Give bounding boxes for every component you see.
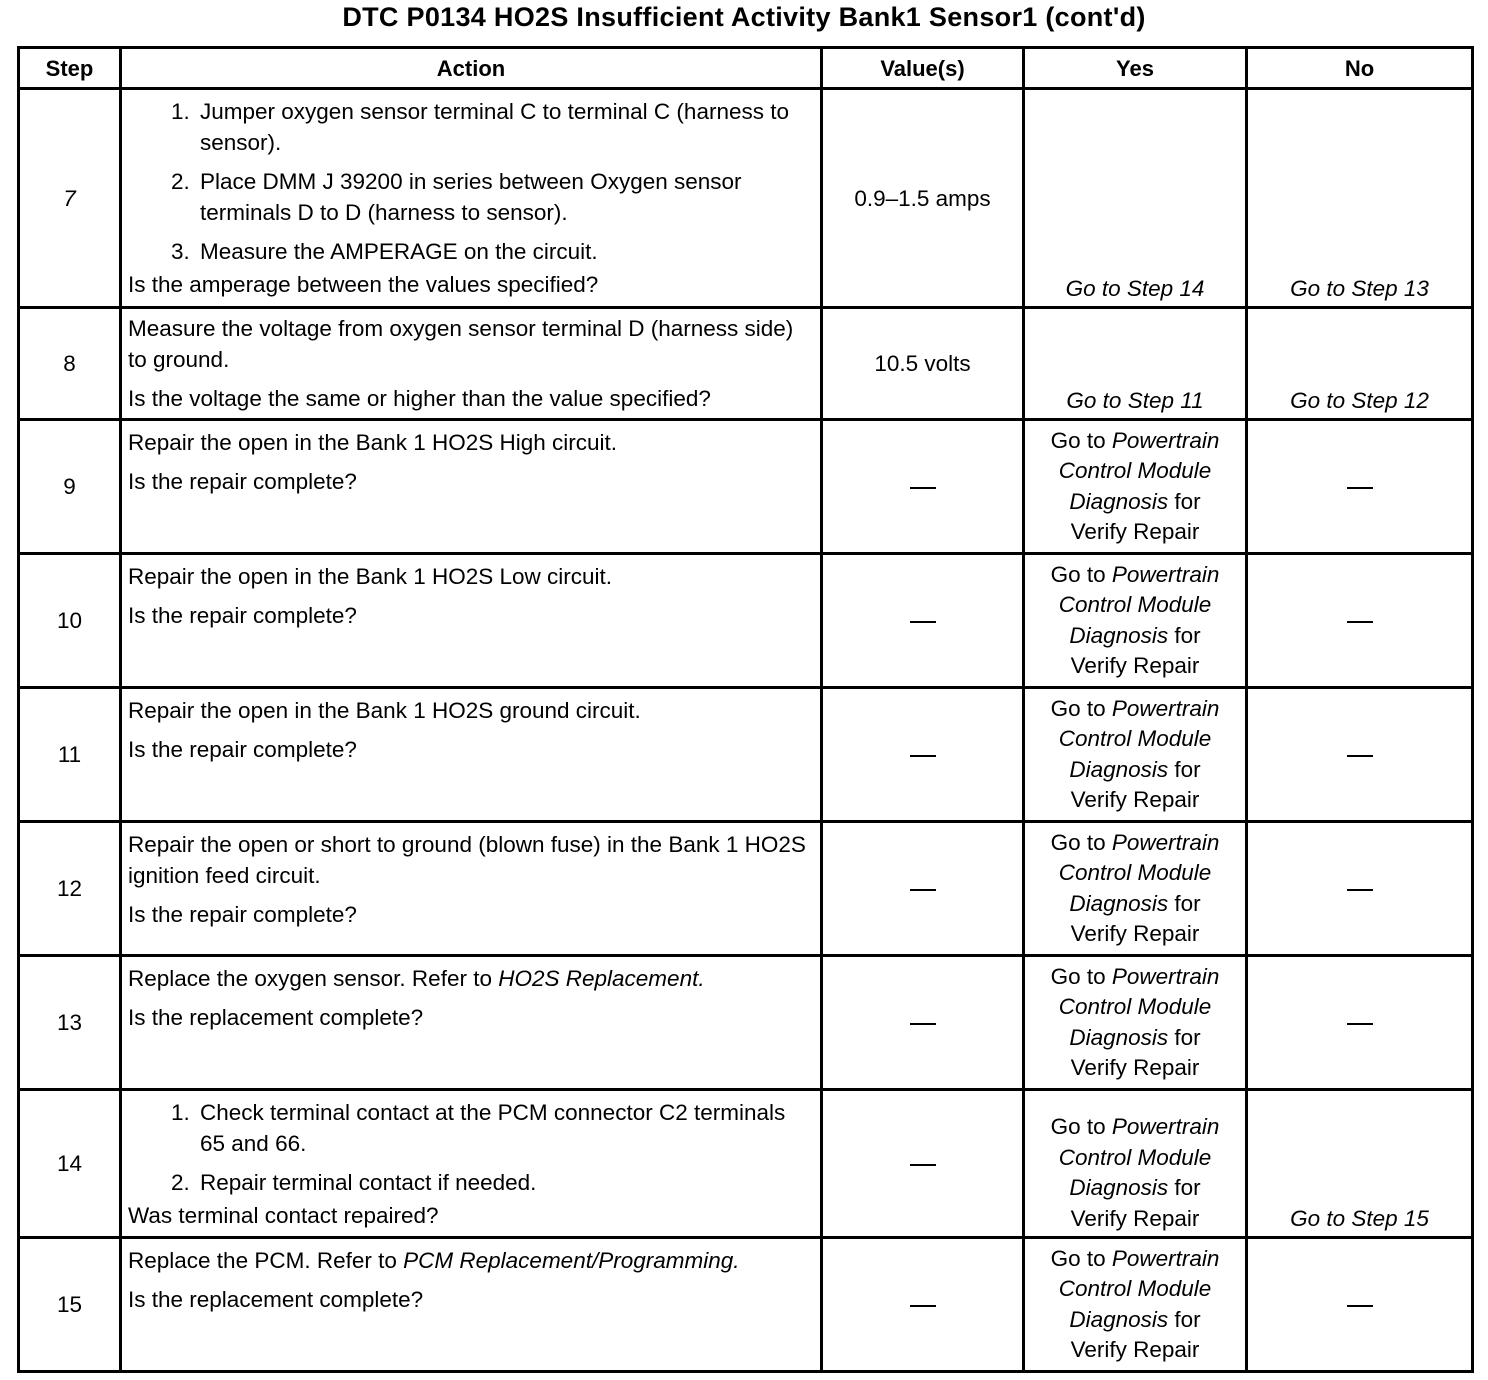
action-list (128, 96, 816, 267)
control-module-text: Control Module (1058, 860, 1212, 885)
page-title: DTC P0134 HO2S Insufficient Activity Bank1 Sensor1 (cont'd) (342, 2, 1146, 32)
action-list (128, 1097, 816, 1198)
dash-mark (1347, 621, 1373, 623)
question-text: Is the repair complete? (128, 469, 357, 494)
diagnosis-text: Diagnosis (1069, 1024, 1169, 1050)
control-module-text: Control Module (1058, 994, 1212, 1019)
step-number: 14 (19, 1090, 121, 1238)
goto-text: Go to (1050, 695, 1106, 721)
table-row (19, 688, 1473, 822)
for-text: for (1174, 1175, 1201, 1200)
no-cell (1247, 554, 1473, 688)
control-module-text: Control Module (1058, 1276, 1212, 1301)
value-cell (822, 688, 1024, 822)
table-row (19, 420, 1473, 554)
dash-mark (1347, 889, 1373, 891)
value-cell (822, 1090, 1024, 1238)
table-row (19, 1238, 1473, 1372)
table-row (19, 822, 1473, 956)
action-cell (121, 308, 822, 420)
question-text: Is the amperage between the values specified? (128, 272, 599, 297)
step-number: 10 (19, 554, 121, 688)
value-cell (822, 554, 1024, 688)
goto-text: Go to (1050, 1245, 1106, 1271)
powertrain-text: Powertrain (1111, 561, 1220, 587)
step-number: 12 (19, 822, 121, 956)
header-values: Value(s) (822, 48, 1024, 89)
action-cell (121, 554, 822, 688)
yes-cell (1024, 1090, 1247, 1238)
step-number: 11 (19, 688, 121, 822)
goto-text: Go to (1050, 829, 1106, 855)
dash-mark (1347, 755, 1373, 757)
powertrain-text: Powertrain (1111, 427, 1220, 453)
yes-cell (1024, 1238, 1247, 1372)
yes-cell (1024, 420, 1247, 554)
reference-link[interactable]: PCM Replacement/Programming. (403, 1248, 740, 1273)
list-item: 2. Place DMM J 39200 in series between Oxygen sensor terminals D to D (harness to sensor). (196, 166, 816, 228)
verify-repair-text: Verify Repair (1070, 1205, 1200, 1231)
yes-cell (1024, 956, 1247, 1090)
action-cell (121, 688, 822, 822)
dash-mark (910, 1023, 936, 1025)
powertrain-text: Powertrain (1111, 963, 1220, 989)
no-cell (1247, 822, 1473, 956)
powertrain-text: Powertrain (1111, 1114, 1220, 1139)
step-number: 13 (19, 956, 121, 1090)
step-number: 15 (19, 1238, 121, 1372)
diagnosis-text: Diagnosis (1069, 756, 1169, 782)
for-text: for (1174, 1306, 1201, 1332)
header-yes: Yes (1024, 48, 1247, 89)
yes-cell: Go to Step 14 (1024, 89, 1247, 308)
header-step: Step (19, 48, 121, 89)
dash-mark (1347, 1023, 1373, 1025)
list-item: 2. Repair terminal contact if needed. (196, 1167, 816, 1198)
for-text: for (1174, 622, 1201, 648)
dash-mark (910, 755, 936, 757)
no-cell: Go to Step 15 (1247, 1090, 1473, 1238)
dash-mark (910, 621, 936, 623)
diagnosis-text: Diagnosis (1069, 1306, 1169, 1332)
action-cell (121, 1238, 822, 1372)
dash-mark (910, 889, 936, 891)
action-cell (121, 822, 822, 956)
control-module-text: Control Module (1058, 592, 1212, 617)
action-text: Repair the open in the Bank 1 HO2S High circuit. (128, 430, 618, 455)
action-cell (121, 420, 822, 554)
list-item: 1. Jumper oxygen sensor terminal C to terminal C (harness to sensor). (196, 96, 816, 158)
yes-cell: Go to Step 11 (1024, 308, 1247, 420)
table-row (19, 308, 1473, 420)
dash-mark (1347, 487, 1373, 489)
diagnosis-text: Diagnosis (1069, 622, 1169, 648)
goto-text: Go to (1050, 1114, 1106, 1139)
goto-text: Go to (1050, 427, 1106, 453)
value-cell (822, 420, 1024, 554)
dash-mark (910, 1164, 936, 1166)
no-cell: Go to Step 13 (1247, 89, 1473, 308)
for-text: for (1174, 1024, 1201, 1050)
action-cell (121, 89, 822, 308)
question-text: Is the repair complete? (128, 603, 357, 628)
verify-repair-text: Verify Repair (1070, 1055, 1200, 1080)
action-cell (121, 956, 822, 1090)
list-item: 1. Check terminal contact at the PCM connector C2 terminals 65 and 66. (196, 1097, 816, 1159)
no-cell (1247, 1238, 1473, 1372)
control-module-text: Control Module (1058, 458, 1212, 483)
step-7-number: 7 (63, 185, 76, 211)
verify-repair-text: Verify Repair (1070, 1337, 1200, 1362)
diagnostic-table (17, 46, 1474, 1373)
action-text (128, 963, 816, 994)
for-text: for (1174, 756, 1201, 782)
action-text: Repair the open in the Bank 1 HO2S Low circuit. (128, 564, 613, 589)
question-text: Is the voltage the same or higher than the value specified? (128, 386, 711, 411)
diagnosis-text: Diagnosis (1069, 488, 1169, 514)
question-text: Is the repair complete? (128, 902, 357, 927)
question-text: Is the repair complete? (128, 737, 357, 762)
yes-cell (1024, 688, 1247, 822)
action-text (128, 1245, 816, 1276)
for-text: for (1174, 890, 1201, 916)
value-cell (822, 956, 1024, 1090)
for-text: for (1174, 488, 1201, 514)
table-row (19, 1090, 1473, 1238)
yes-cell (1024, 822, 1247, 956)
dash-mark (910, 487, 936, 489)
goto-text: Go to (1050, 561, 1106, 587)
verify-repair-text: Verify Repair (1070, 921, 1200, 946)
value-cell (822, 822, 1024, 956)
step-number: 8 (19, 308, 121, 420)
step-number: 9 (19, 420, 121, 554)
powertrain-text: Powertrain (1111, 829, 1220, 855)
verify-repair-text: Verify Repair (1070, 519, 1200, 544)
action-text: Measure the voltage from oxygen sensor terminal D (harness side) to ground. (128, 316, 794, 372)
powertrain-text: Powertrain (1111, 695, 1220, 721)
table-row (19, 554, 1473, 688)
yes-cell (1024, 554, 1247, 688)
value-cell: 0.9–1.5 amps (822, 89, 1024, 308)
verify-repair-text: Verify Repair (1070, 653, 1200, 678)
table-row (19, 89, 1473, 308)
dash-mark (910, 1305, 936, 1307)
diagnosis-text: Diagnosis (1069, 890, 1169, 916)
dash-mark (1347, 1305, 1373, 1307)
powertrain-text: Powertrain (1111, 1245, 1220, 1271)
no-cell: Go to Step 12 (1247, 308, 1473, 420)
question-text: Is the replacement complete? (128, 1287, 424, 1312)
action-text: Repair the open in the Bank 1 HO2S ground circuit. (128, 698, 641, 723)
no-cell (1247, 956, 1473, 1090)
action-prefix: Replace the oxygen sensor. Refer to (128, 966, 492, 991)
verify-repair-text: Verify Repair (1070, 787, 1200, 812)
question-text: Was terminal contact repaired? (128, 1203, 439, 1228)
header-action: Action (121, 48, 822, 89)
diagnosis-text: Diagnosis (1069, 1175, 1169, 1200)
control-module-text: Control Module (1058, 726, 1212, 751)
step-number (19, 89, 121, 308)
action-prefix: Replace the PCM. Refer to (128, 1248, 397, 1273)
header-row (19, 48, 1473, 89)
header-no: No (1247, 48, 1473, 89)
no-cell (1247, 688, 1473, 822)
list-item: 3. Measure the AMPERAGE on the circuit. (196, 236, 816, 267)
value-cell (822, 1238, 1024, 1372)
no-cell (1247, 420, 1473, 554)
value-cell: 10.5 volts (822, 308, 1024, 420)
goto-text: Go to (1050, 963, 1106, 989)
action-text: Repair the open or short to ground (blown fuse) in the Bank 1 HO2S ignition feed circuit. (128, 832, 806, 888)
question-text: Is the replacement complete? (128, 1005, 424, 1030)
action-cell (121, 1090, 822, 1238)
table-row (19, 956, 1473, 1090)
reference-link[interactable]: HO2S Replacement. (498, 966, 705, 991)
control-module-text: Control Module (1058, 1144, 1212, 1170)
